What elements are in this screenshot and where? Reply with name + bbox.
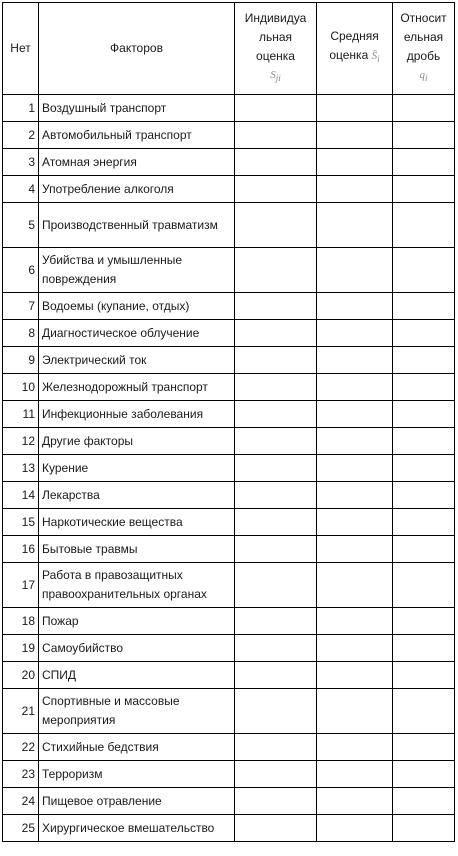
cell-individual [235,635,317,662]
header-relative-symbol: $q_i$ [419,68,428,84]
cell-average [317,176,393,203]
row-factor: Курение [39,455,235,482]
table-row [3,482,455,509]
header-average-word: оценка [329,48,369,63]
table-row [3,761,455,788]
header-average-symbol: $S̄_i$ [371,50,380,65]
cell-average [317,608,393,635]
cell-average [317,347,393,374]
cell-individual [235,509,317,536]
cell-relative [393,635,455,662]
cell-individual [235,374,317,401]
row-number: 5 [3,203,39,248]
table-row [3,122,455,149]
cell-individual [235,293,317,320]
cell-relative [393,149,455,176]
cell-relative [393,176,455,203]
cell-average [317,536,393,563]
table-row [3,788,455,815]
row-number: 20 [3,662,39,689]
cell-average [317,815,393,842]
row-number: 8 [3,320,39,347]
table-row [3,374,455,401]
cell-relative [393,293,455,320]
header-row [3,3,455,95]
cell-individual [235,608,317,635]
header-individual-line1: Индивидуа [244,10,307,25]
row-number: 14 [3,482,39,509]
row-number: 2 [3,122,39,149]
cell-individual [235,203,317,248]
cell-individual [235,122,317,149]
cell-individual [235,482,317,509]
cell-individual [235,563,317,608]
cell-relative [393,509,455,536]
cell-individual [235,248,317,293]
table-row [3,176,455,203]
cell-average [317,455,393,482]
cell-individual [235,347,317,374]
table-row [3,689,455,734]
cell-relative [393,401,455,428]
row-number: 22 [3,734,39,761]
cell-individual [235,455,317,482]
table-row [3,401,455,428]
table-row [3,347,455,374]
row-number: 16 [3,536,39,563]
row-factor: Производственный травматизм [39,203,235,248]
cell-average [317,788,393,815]
table-body [3,95,455,842]
table-row [3,455,455,482]
table-row [3,293,455,320]
cell-relative [393,428,455,455]
cell-individual [235,401,317,428]
row-factor: Наркотические вещества [39,509,235,536]
row-factor: Инфекционные заболевания [39,401,235,428]
row-number: 13 [3,455,39,482]
row-number: 21 [3,689,39,734]
row-number: 11 [3,401,39,428]
cell-average [317,509,393,536]
table-row [3,95,455,122]
cell-relative [393,122,455,149]
cell-average [317,149,393,176]
cell-relative [393,374,455,401]
cell-average [317,320,393,347]
row-factor: Пищевое отравление [39,788,235,815]
cell-average [317,761,393,788]
row-number: 12 [3,428,39,455]
row-factor: Стихийные бедствия [39,734,235,761]
row-number: 19 [3,635,39,662]
row-factor: Терроризм [39,761,235,788]
row-factor: Электрический ток [39,347,235,374]
cell-relative [393,815,455,842]
table-row [3,662,455,689]
header-relative-line1: Относит [400,10,447,25]
row-factor: Употребление алкоголя [39,176,235,203]
row-number: 25 [3,815,39,842]
table-row [3,815,455,842]
row-factor: Диагностическое облучение [39,320,235,347]
row-factor: Водоемы (купание, отдых) [39,293,235,320]
row-factor: Убийства и умышленные повреждения [39,248,235,293]
header-factor: Факторов [39,3,235,95]
cell-individual [235,95,317,122]
header-number: Нет [3,3,39,95]
cell-average [317,374,393,401]
cell-individual [235,149,317,176]
header-relative-line2: ельная [403,29,444,44]
cell-average [317,635,393,662]
cell-relative [393,689,455,734]
row-factor: Работа в правозащитных правоохранительных органах [39,563,235,608]
row-number: 3 [3,149,39,176]
table-row [3,248,455,293]
row-number: 18 [3,608,39,635]
cell-individual [235,761,317,788]
table-row [3,563,455,608]
row-factor: Железнодорожный транспорт [39,374,235,401]
row-number: 17 [3,563,39,608]
row-factor: Атомная энергия [39,149,235,176]
row-factor: Другие факторы [39,428,235,455]
cell-average [317,482,393,509]
header-average-line2 [320,46,389,69]
cell-average [317,293,393,320]
cell-average [317,401,393,428]
row-factor: Лекарства [39,482,235,509]
cell-average [317,563,393,608]
cell-relative [393,248,455,293]
table-row [3,428,455,455]
factors-table [2,2,455,842]
header-individual-line2: льная [258,29,293,44]
row-factor: Хирургическое вмешательство [39,815,235,842]
cell-relative [393,761,455,788]
cell-average [317,203,393,248]
cell-individual [235,788,317,815]
cell-individual [235,428,317,455]
table-row [3,509,455,536]
cell-average [317,662,393,689]
row-factor: Спортивные и массовые мероприятия [39,689,235,734]
table-row [3,536,455,563]
cell-average [317,734,393,761]
table-row [3,203,455,248]
header-relative-fraction [393,3,455,95]
table-row [3,608,455,635]
cell-average [317,95,393,122]
cell-individual [235,815,317,842]
row-number: 10 [3,374,39,401]
cell-relative [393,536,455,563]
row-factor: СПИД [39,662,235,689]
row-number: 4 [3,176,39,203]
row-factor: Автомобильный транспорт [39,122,235,149]
cell-relative [393,95,455,122]
header-individual-line3: оценка [256,48,295,63]
cell-average [317,122,393,149]
row-number: 6 [3,248,39,293]
table-row [3,635,455,662]
cell-individual [235,689,317,734]
row-number: 9 [3,347,39,374]
cell-average [317,428,393,455]
cell-individual [235,734,317,761]
cell-relative [393,788,455,815]
cell-average [317,248,393,293]
row-number: 15 [3,509,39,536]
cell-relative [393,734,455,761]
table-row [3,149,455,176]
cell-relative [393,482,455,509]
table-row [3,320,455,347]
row-number: 7 [3,293,39,320]
row-factor: Самоубийство [39,635,235,662]
cell-individual [235,320,317,347]
table-row [3,734,455,761]
cell-relative [393,320,455,347]
row-number: 1 [3,95,39,122]
header-individual-score [235,3,317,95]
cell-individual [235,662,317,689]
cell-relative [393,455,455,482]
header-average-score [317,3,393,95]
header-individual-symbol: $S_{ji}$ [270,68,281,84]
cell-individual [235,176,317,203]
row-factor: Пожар [39,608,235,635]
row-number: 23 [3,761,39,788]
row-factor: Воздушный транспорт [39,95,235,122]
header-relative-line3: дробь [406,48,441,63]
cell-relative [393,203,455,248]
cell-relative [393,662,455,689]
cell-relative [393,608,455,635]
row-number: 24 [3,788,39,815]
cell-individual [235,536,317,563]
cell-relative [393,563,455,608]
cell-relative [393,347,455,374]
row-factor: Бытовые травмы [39,536,235,563]
cell-average [317,689,393,734]
header-average-line1: Средняя [330,29,379,44]
